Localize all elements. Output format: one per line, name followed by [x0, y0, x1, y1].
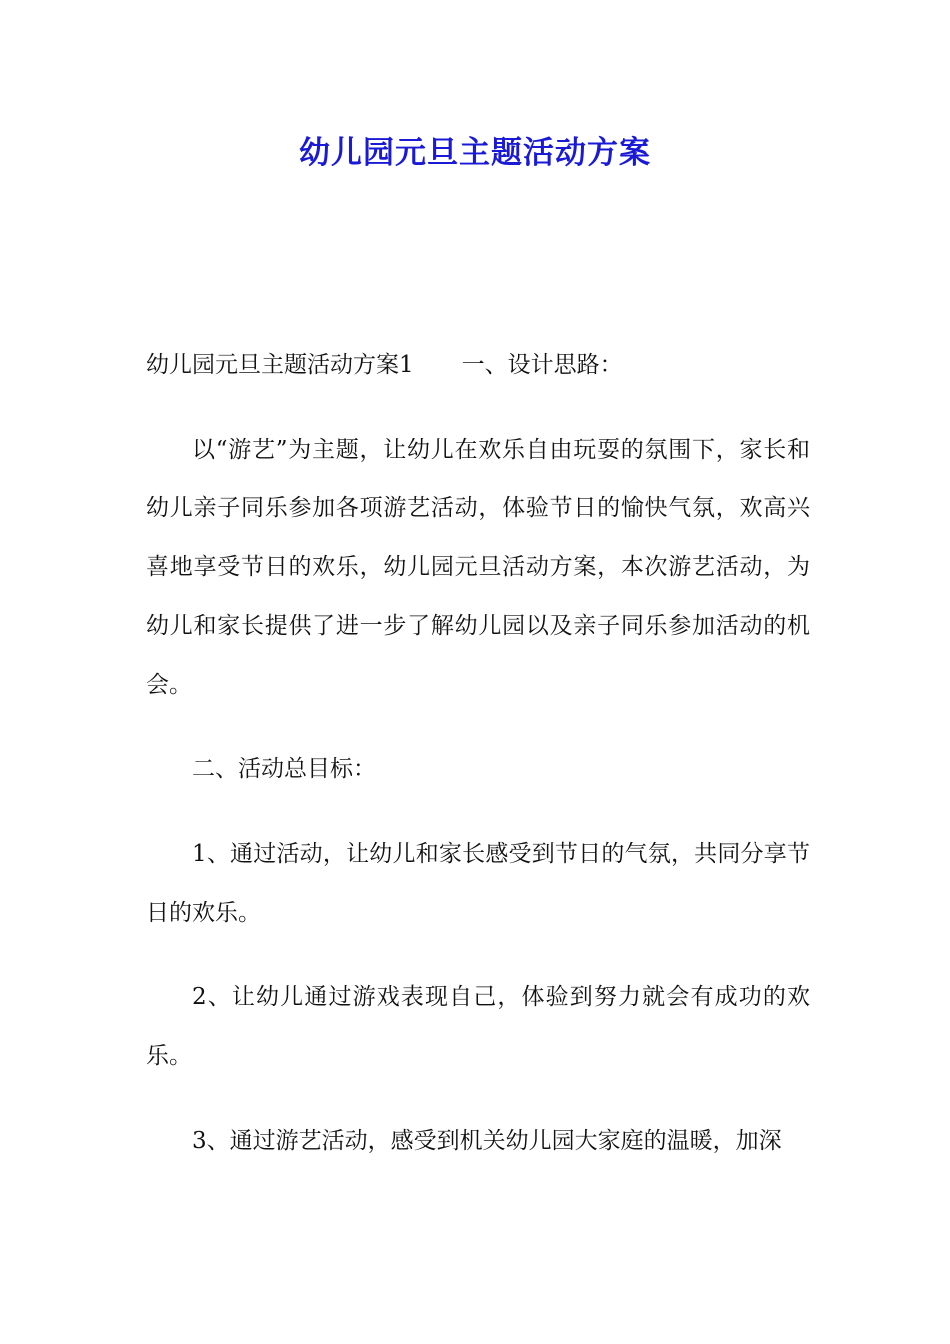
section1-heading: 一、设计思路： [461, 352, 623, 378]
goal-item-3: 3、通过游艺活动，感受到机关幼儿园大家庭的温暖，加深 [192, 1127, 782, 1154]
goal-item-1: 1、通过活动，让幼儿和家长感受到节日的气氛，共同分享节日的欢乐。 [146, 840, 810, 926]
design-paragraph: 以“游艺”为主题，让幼儿在欢乐自由玩耍的氛围下，家长和幼儿亲子同乐参加各项游艺活动，体验节日的愉快气氛，欢高兴喜地享受节日的欢乐，幼儿园元旦活动方案，本次游艺活动，为幼儿和家长提供了进一步了解幼儿园以及亲子同乐参加活动的机会。 [146, 436, 810, 698]
document-title: 幼儿园元旦主题活动方案 [299, 135, 651, 171]
intro-line [146, 336, 810, 395]
goal-item-2: 2、让幼儿通过游戏表现自己，体验到努力就会有成功的欢乐。 [146, 984, 810, 1070]
section2-heading: 二、活动总目标： [192, 756, 376, 783]
plan-heading: 幼儿园元旦主题活动方案1 [146, 352, 414, 378]
document-body [146, 336, 810, 1196]
